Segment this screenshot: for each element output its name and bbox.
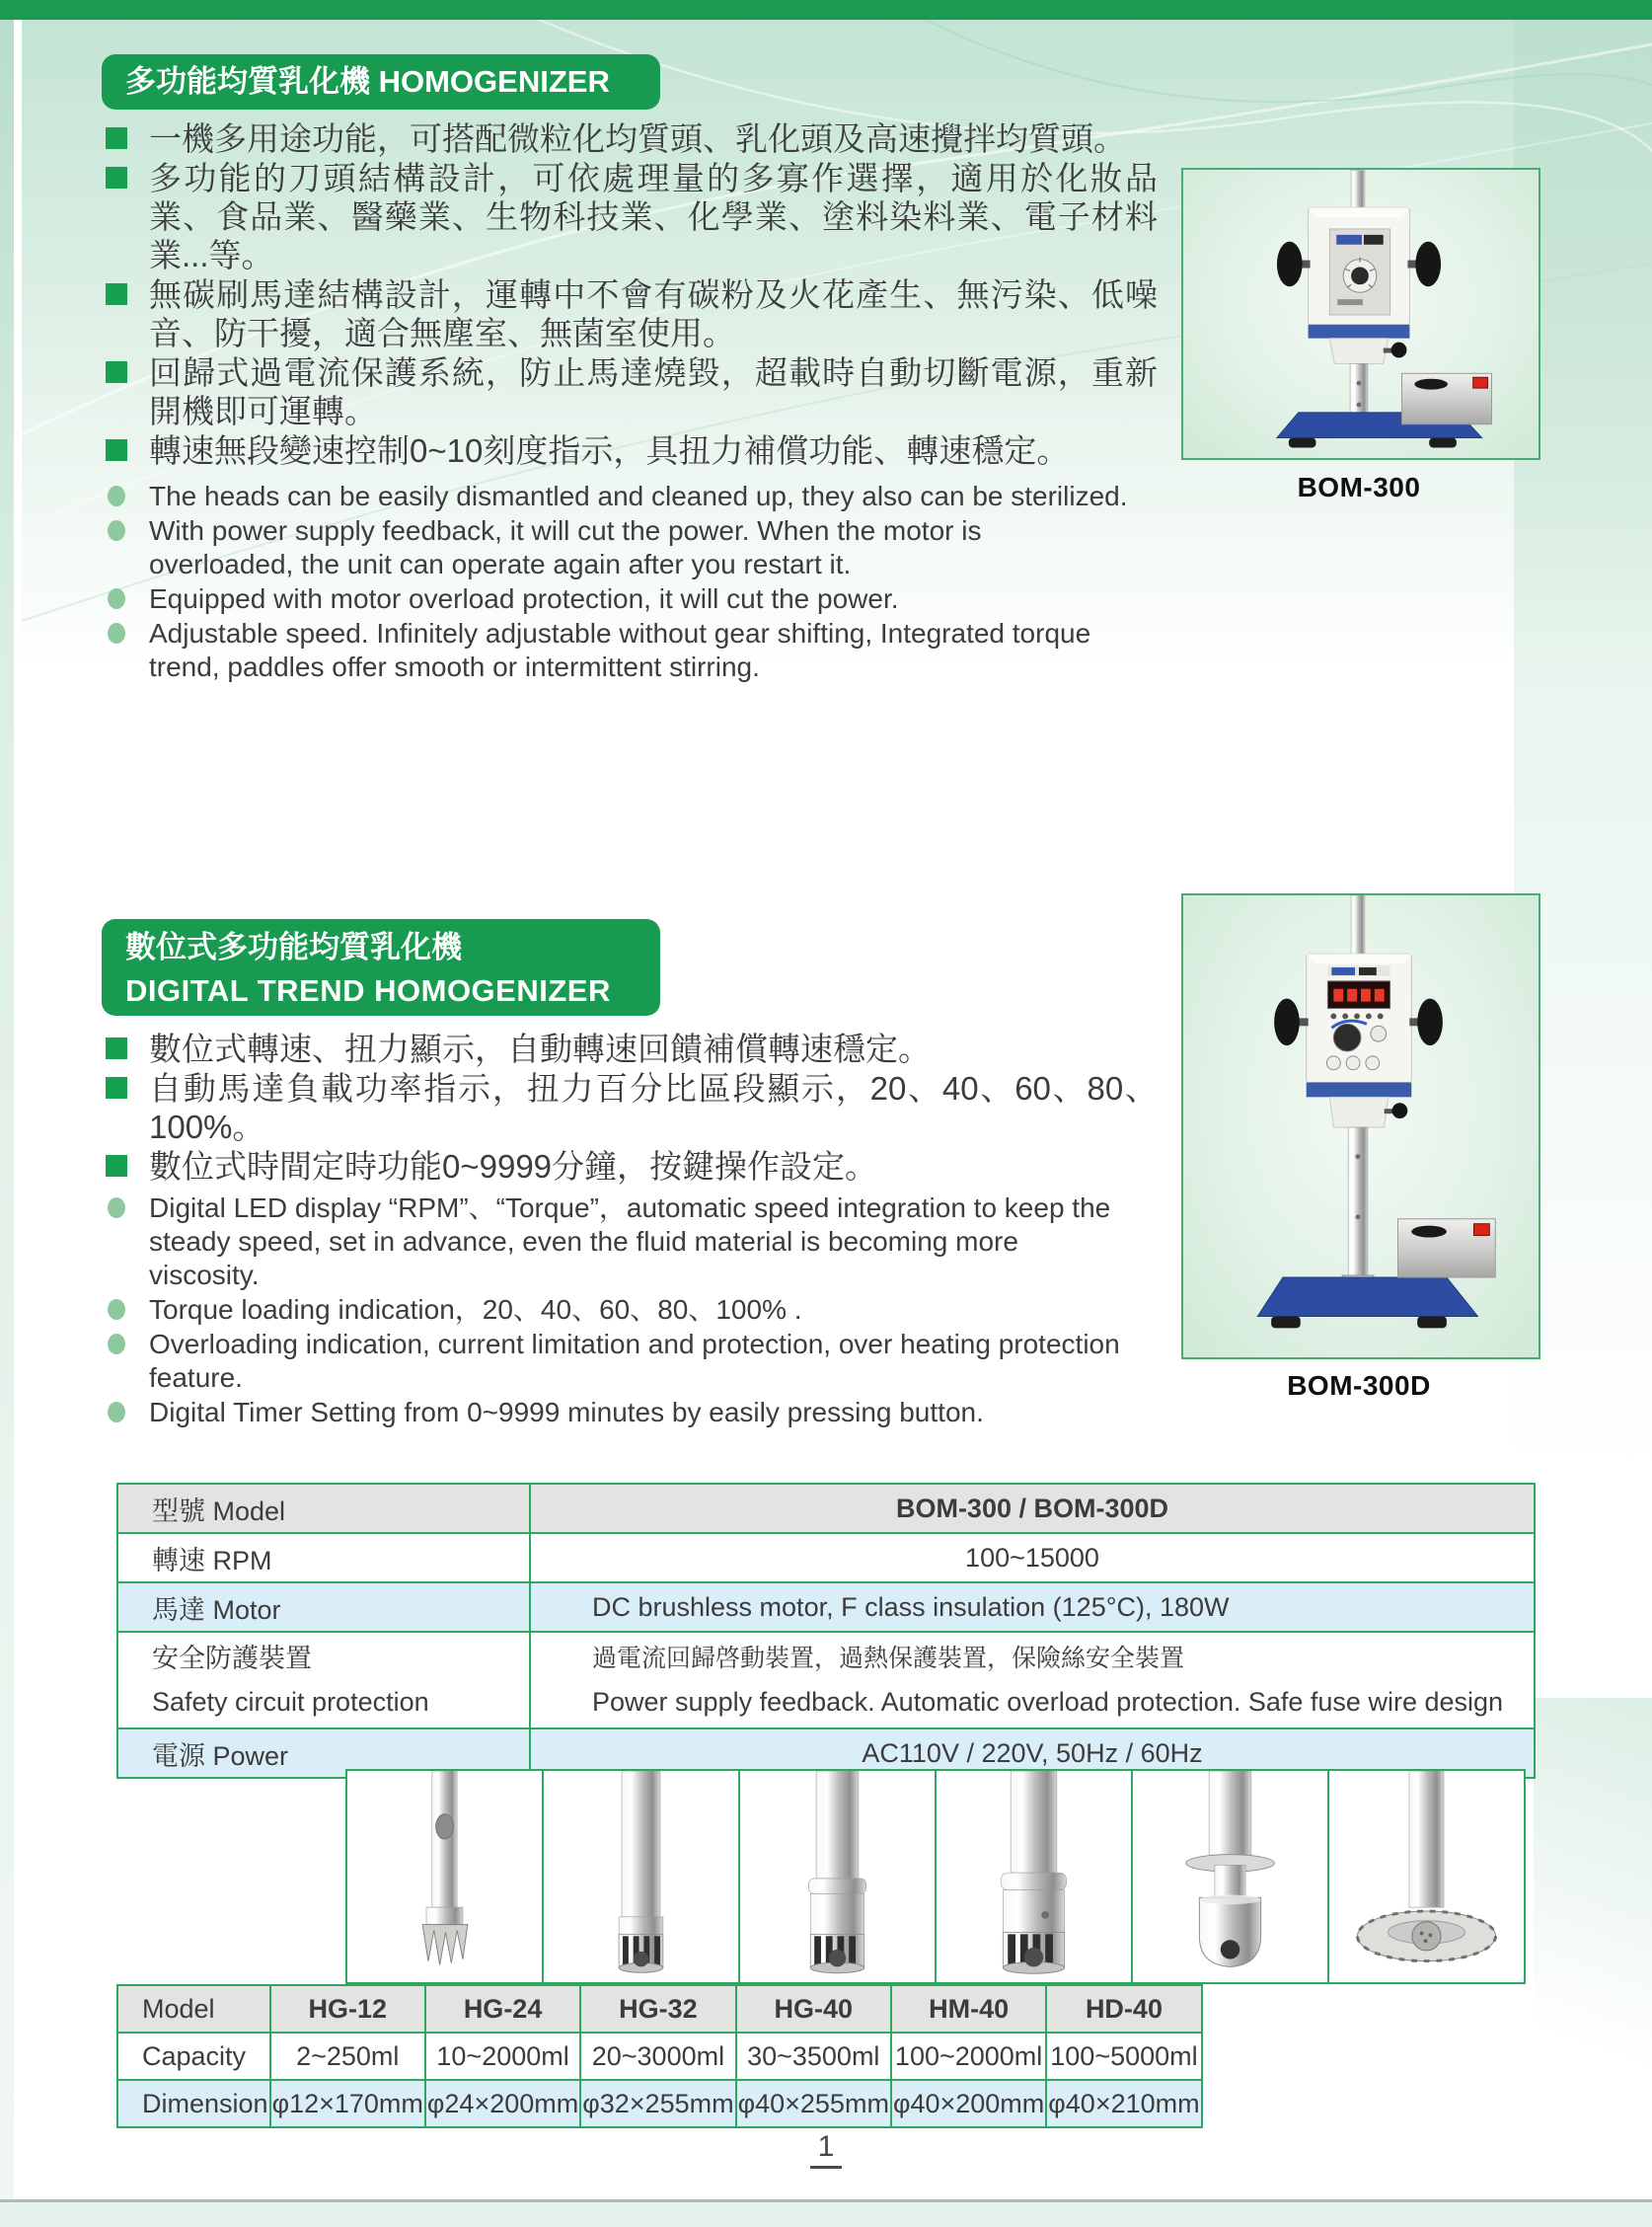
feature-text: Digital Timer Setting from 0~9999 minutes by easily pressing button. (149, 1397, 984, 1427)
feature-item-en (104, 582, 1130, 616)
feature-text: Overloading indication, current limitation and protection, over heating protection feature. (149, 1329, 1120, 1393)
spec-value: AC110V / 220V, 50Hz / 60Hz (530, 1728, 1535, 1778)
feature-item-en (104, 617, 1130, 684)
feature-item-en (104, 1191, 1130, 1292)
dot-bullet-icon (108, 520, 125, 541)
model-cell: HG-24 (425, 1985, 580, 2033)
square-bullet-icon (106, 361, 127, 383)
feature-item-zh (104, 275, 1158, 352)
feature-item-zh (104, 1030, 1158, 1068)
top-green-bar (0, 0, 1652, 20)
feature-text: 轉速無段變速控制0~10刻度指示，具扭力補償功能、轉速穩定。 (149, 432, 1070, 469)
bom-300d-photo (1181, 893, 1540, 1359)
bom-300d-label: BOM-300D (1287, 1370, 1431, 1401)
section1-features-zh (104, 119, 1158, 471)
square-bullet-icon (106, 1155, 127, 1177)
bom-300-label: BOM-300 (1297, 472, 1421, 502)
feature-item-zh (104, 1069, 1158, 1146)
head-photo-hg-32 (738, 1769, 935, 1984)
feature-text: Torque loading indication，20、40、60、80、100% . (149, 1294, 802, 1325)
spec-value-zh: 過電流回歸啓動裝置，過熱保護裝置，保險絲安全裝置 (592, 1645, 1185, 1672)
spec-value (530, 1632, 1535, 1728)
left-edge-gap (14, 20, 22, 2199)
bom-300-photo (1181, 168, 1540, 460)
section2-features-zh (104, 1030, 1158, 1187)
head-photo-hg-12 (345, 1769, 542, 1984)
capacity-cell: 30~3500ml (736, 2033, 891, 2080)
feature-text: 自動馬達負載功率指示，扭力百分比區段顯示，20、40、60、80、100%。 (149, 1070, 1158, 1145)
page-number: 1 (0, 2130, 1652, 2169)
feature-text: 數位式轉速、扭力顯示，自動轉速回饋補償轉速穩定。 (149, 1031, 931, 1067)
spec-label: 馬達 Motor (117, 1582, 530, 1632)
model-cell: HD-40 (1046, 1985, 1201, 2033)
square-bullet-icon (106, 1037, 127, 1059)
spec-label-en: Safety circuit protection (152, 1687, 429, 1717)
spec-label: 型號 Model (117, 1484, 530, 1533)
spec-label: 電源 Power (117, 1728, 530, 1778)
feature-text: Adjustable speed. Infinitely adjustable without gear shifting, Integrated torque trend, paddles offer smooth or intermittent stirring. (149, 618, 1091, 682)
square-bullet-icon (106, 283, 127, 305)
dimension-cell: φ32×255mm (580, 2080, 735, 2127)
square-bullet-icon (106, 439, 127, 461)
page-edge-area (0, 2202, 1652, 2227)
dot-bullet-icon (108, 588, 125, 609)
spec-label (117, 1632, 530, 1728)
capacity-cell: 100~2000ml (891, 2033, 1046, 2080)
left-edge-strip (0, 20, 14, 2199)
section2-features-en (104, 1191, 1130, 1430)
dimension-cell: φ40×200mm (891, 2080, 1046, 2127)
feature-item-en (104, 514, 1130, 581)
spec-value: BOM-300 / BOM-300D (530, 1484, 1535, 1533)
capacity-cell: 10~2000ml (425, 2033, 580, 2080)
row-label: Model (117, 1985, 270, 2033)
section2-title-zh: 數位式多功能均質乳化機 (125, 930, 462, 964)
feature-text: 無碳刷馬達結構設計，運轉中不會有碳粉及火花產生、無污染、低噪音、防干擾，適合無塵室、無菌室使用。 (149, 276, 1158, 351)
dot-bullet-icon (108, 1334, 125, 1354)
table-row (117, 1533, 1535, 1582)
bom-300-illustration (1183, 170, 1535, 454)
dimension-cell: φ40×255mm (736, 2080, 891, 2127)
bom-300d-illustration (1183, 895, 1535, 1353)
row-label: Dimension (117, 2080, 270, 2127)
feature-item-zh (104, 1147, 1158, 1186)
head-photo-hg-40 (935, 1769, 1131, 1984)
table-row (117, 1582, 1535, 1632)
feature-item-zh (104, 353, 1158, 430)
section1-title-banner (102, 54, 660, 110)
dot-bullet-icon (108, 486, 125, 506)
section1-features-en (104, 480, 1130, 685)
spec-value: DC brushless motor, F class insulation (125°C), 180W (530, 1582, 1535, 1632)
square-bullet-icon (106, 127, 127, 149)
feature-item-en (104, 1293, 1130, 1327)
dimension-cell: φ40×210mm (1046, 2080, 1201, 2127)
spec-label: 轉速 RPM (117, 1533, 530, 1582)
table-row-dimension (117, 2080, 1202, 2127)
table-row (117, 1484, 1535, 1533)
feature-text: Digital LED display “RPM”、“Torque”，automatic speed integration to keep the steady speed, set in advance, even the fluid material is becoming more viscosity. (149, 1192, 1111, 1290)
capacity-cell: 100~5000ml (1046, 2033, 1201, 2080)
feature-text: The heads can be easily dismantled and cleaned up, they also can be sterilized. (149, 481, 1128, 511)
section1-title: 多功能均質乳化機 HOMOGENIZER (125, 64, 610, 99)
bottom-right-wash (1534, 1698, 1652, 2191)
spec-value: 100~15000 (530, 1533, 1535, 1582)
dot-bullet-icon (108, 1402, 125, 1422)
square-bullet-icon (106, 167, 127, 189)
feature-text: Equipped with motor overload protection, it will cut the power. (149, 583, 899, 614)
feature-item-zh (104, 119, 1158, 158)
feature-text: 多功能的刀頭結構設計，可依處理量的多寡作選擇，適用於化妝品業、食品業、醫藥業、生物科技業、化學業、塗料染料業、電子材料業...等。 (149, 160, 1158, 273)
square-bullet-icon (106, 1077, 127, 1099)
head-photo-hd-40 (1327, 1769, 1526, 1984)
feature-item-en (104, 1396, 1130, 1429)
dot-bullet-icon (108, 623, 125, 644)
feature-item-en (104, 1328, 1130, 1395)
model-cell: HG-12 (270, 1985, 425, 2033)
feature-item-zh (104, 159, 1158, 274)
feature-text: With power supply feedback, it will cut the power. When the motor is overloaded, the unit can operate again after you restart it. (149, 515, 982, 579)
model-table (116, 1984, 1203, 2128)
table-row-capacity (117, 2033, 1202, 2080)
feature-text: 一機多用途功能，可搭配微粒化均質頭、乳化頭及高速攪拌均質頭。 (149, 120, 1126, 157)
section2-title-banner (102, 919, 660, 1016)
head-photo-hg-24 (542, 1769, 738, 1984)
row-label: Capacity (117, 2033, 270, 2080)
dimension-cell: φ12×170mm (270, 2080, 425, 2127)
feature-item-en (104, 480, 1130, 513)
model-cell: HG-32 (580, 1985, 735, 2033)
spec-label-zh: 安全防護裝置 (152, 1644, 312, 1673)
head-photo-hm-40 (1131, 1769, 1327, 1984)
feature-text: 回歸式過電流保護系統，防止馬達燒毀，超載時自動切斷電源，重新開機即可運轉。 (149, 354, 1158, 429)
dimension-cell: φ24×200mm (425, 2080, 580, 2127)
table-row-model (117, 1985, 1202, 2033)
feature-text: 數位式時間定時功能0~9999分鐘，按鍵操作設定。 (149, 1148, 878, 1185)
capacity-cell: 2~250ml (270, 2033, 425, 2080)
spec-table (116, 1483, 1536, 1779)
section2-title-en: DIGITAL TREND HOMOGENIZER (125, 973, 611, 1008)
spec-value-en: Power supply feedback. Automatic overload protection. Safe fuse wire design (592, 1687, 1504, 1717)
model-cell: HM-40 (891, 1985, 1046, 2033)
dot-bullet-icon (108, 1197, 125, 1218)
head-photo-row (345, 1769, 1526, 1984)
capacity-cell: 20~3000ml (580, 2033, 735, 2080)
model-cell: HG-40 (736, 1985, 891, 2033)
feature-item-zh (104, 431, 1158, 470)
table-row (117, 1632, 1535, 1728)
dot-bullet-icon (108, 1299, 125, 1320)
